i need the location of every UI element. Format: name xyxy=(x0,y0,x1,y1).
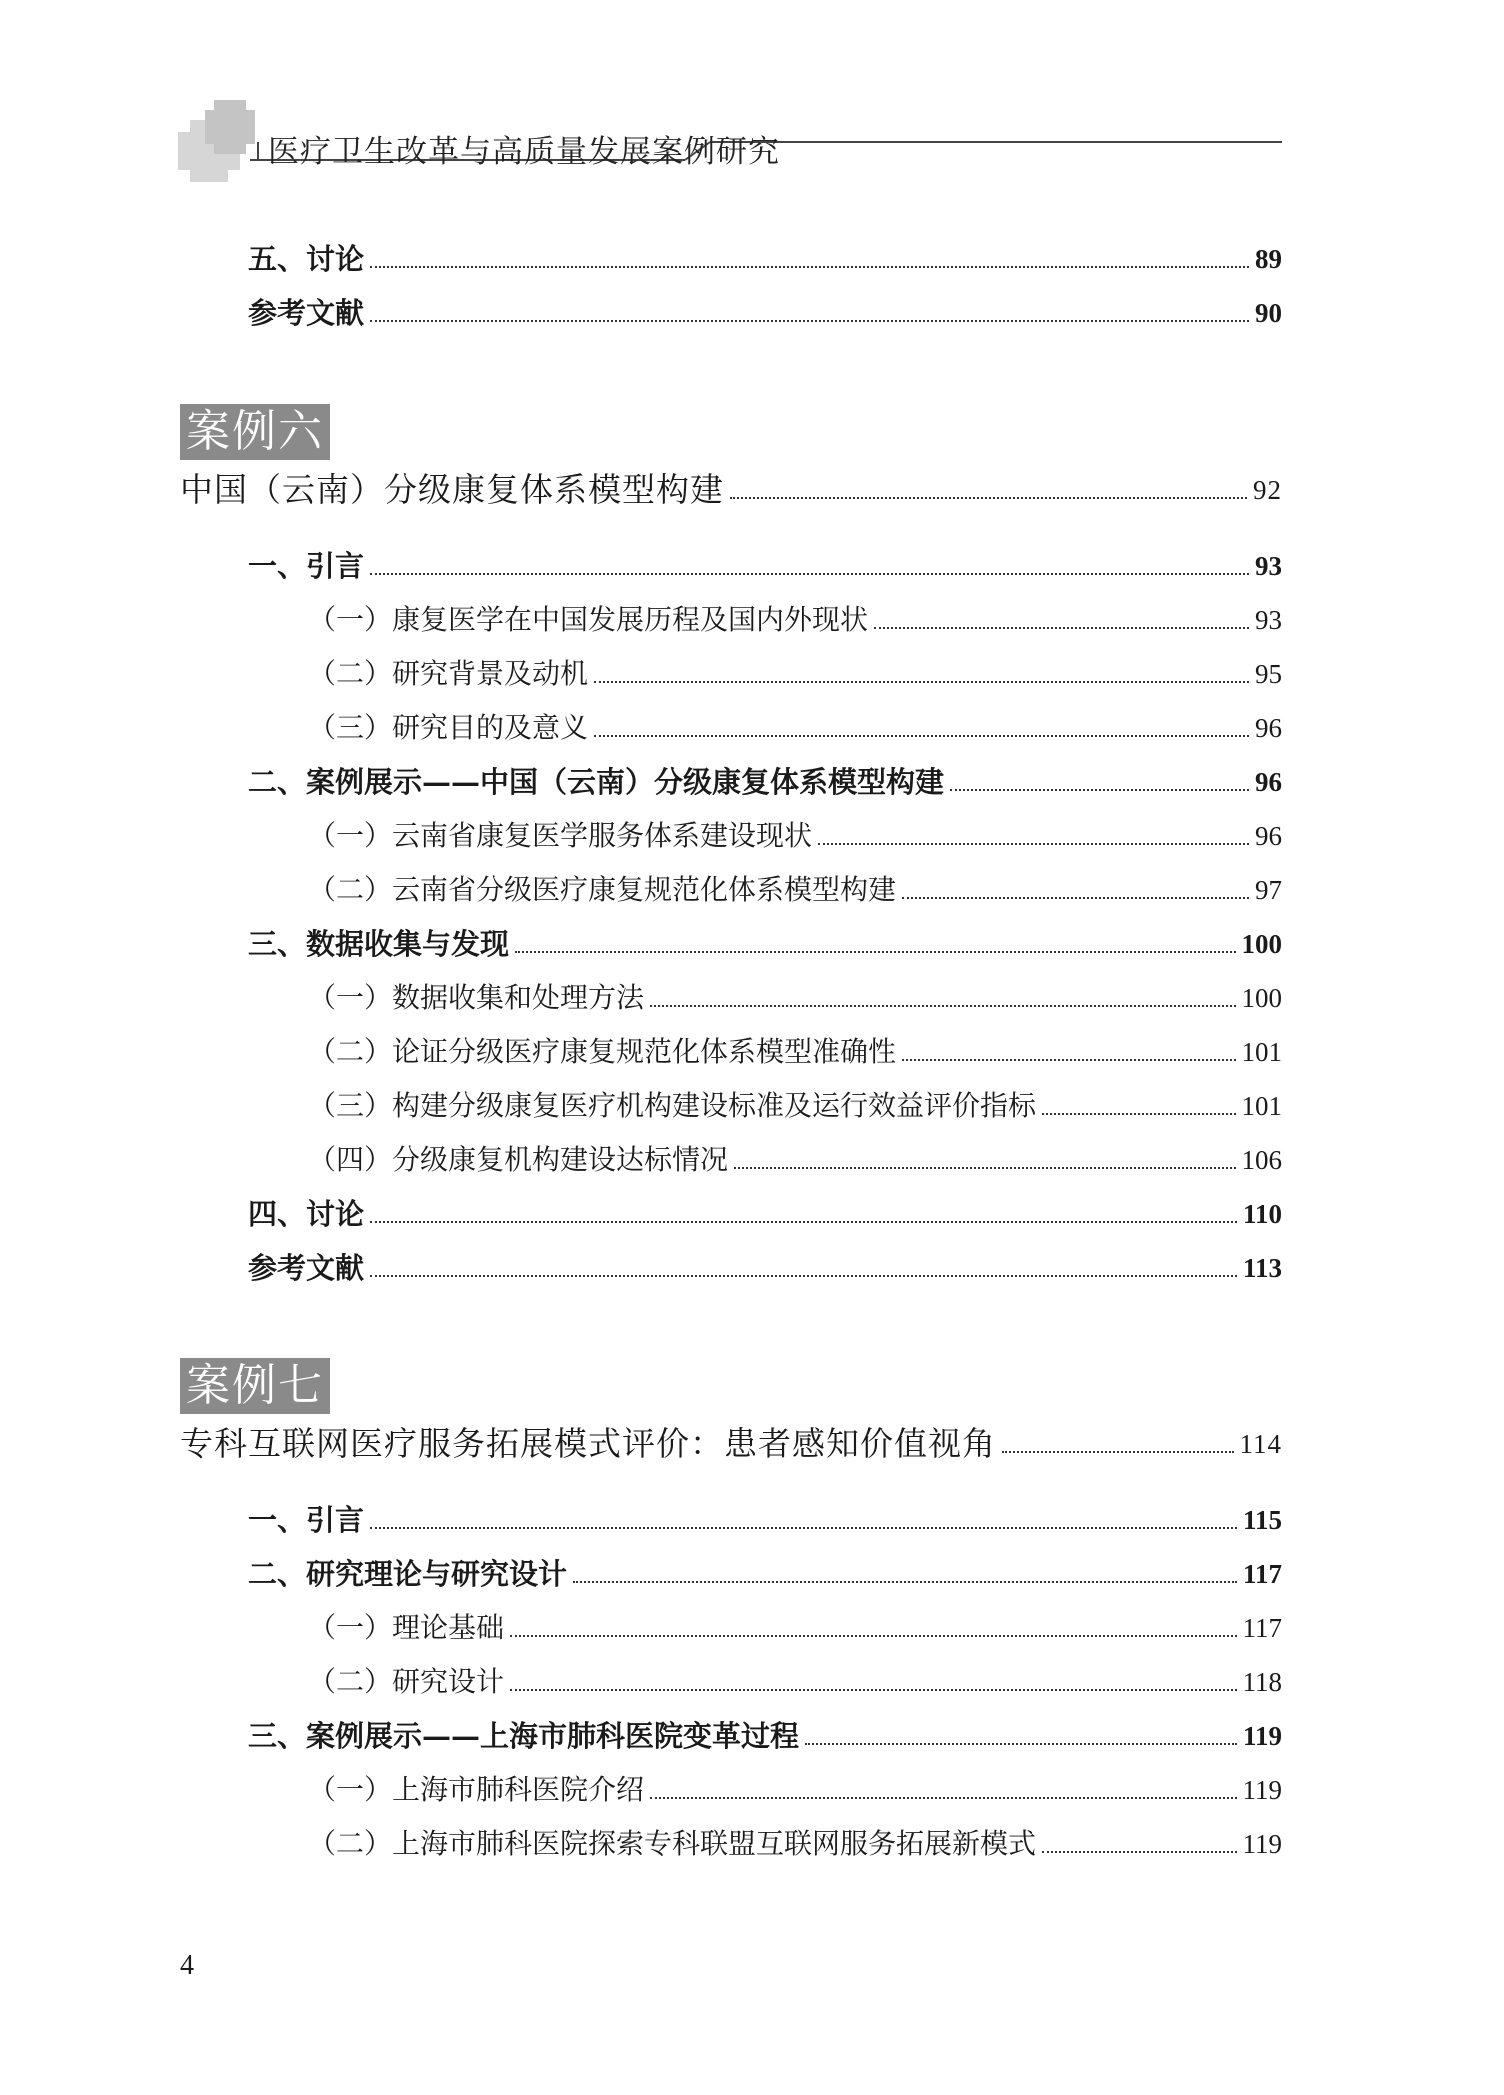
toc-entry[interactable] xyxy=(308,1084,1282,1128)
toc-entry-title: （二）论证分级医疗康复规范化体系模型准确性 xyxy=(308,1035,897,1068)
toc-entry-page: 100 xyxy=(1241,929,1282,959)
toc-entry-title: （三）研究目的及意义 xyxy=(308,711,589,744)
dot-leader xyxy=(370,1221,1237,1223)
toc-entry[interactable] xyxy=(248,237,1282,281)
toc-entry-title: 三、数据收集与发现 xyxy=(248,927,510,961)
case-title: 中国（云南）分级康复体系模型构建 xyxy=(180,470,724,509)
dot-leader xyxy=(950,789,1249,791)
toc-entry[interactable] xyxy=(308,814,1282,858)
toc-entry-title: 二、研究理论与研究设计 xyxy=(248,1557,568,1591)
toc-entry[interactable] xyxy=(248,1714,1282,1758)
toc-entry[interactable] xyxy=(308,868,1282,912)
toc-entry-title: 五、讨论 xyxy=(248,242,365,276)
toc-entry[interactable] xyxy=(248,544,1282,588)
toc-entry-title: 二、案例展示——中国（云南）分级康复体系模型构建 xyxy=(248,765,945,799)
toc-entry-page: 115 xyxy=(1242,1505,1282,1535)
dot-leader xyxy=(902,1059,1235,1061)
dot-leader xyxy=(370,1527,1237,1529)
toc-entry[interactable] xyxy=(308,976,1282,1020)
toc-entry-page: 106 xyxy=(1241,1145,1282,1175)
toc-entry-title: （二）云南省分级医疗康复规范化体系模型构建 xyxy=(308,873,897,906)
toc-entry-title: （一）康复医学在中国发展历程及国内外现状 xyxy=(308,603,869,636)
toc-entry-page: 93 xyxy=(1255,605,1282,635)
toc-entry-page: 119 xyxy=(1242,1775,1282,1805)
toc-entry-title: （一）云南省康复医学服务体系建设现状 xyxy=(308,819,813,852)
toc-entry-title: （四）分级康复机构建设达标情况 xyxy=(308,1143,729,1176)
toc-entry-page: 90 xyxy=(1255,298,1282,328)
toc-entry-page: 118 xyxy=(1242,1667,1282,1697)
toc-entry[interactable] xyxy=(308,706,1282,750)
toc-entry[interactable] xyxy=(308,1768,1282,1812)
toc-entry-page: 96 xyxy=(1255,821,1282,851)
dot-leader xyxy=(1042,1113,1235,1115)
toc-entry-page: 93 xyxy=(1255,551,1282,581)
dot-leader xyxy=(805,1743,1237,1745)
toc-entry[interactable] xyxy=(308,1138,1282,1182)
toc-entry-title: （一）上海市肺科医院介绍 xyxy=(308,1773,645,1806)
dot-leader xyxy=(510,1635,1236,1637)
toc-entry[interactable] xyxy=(308,652,1282,696)
toc-entry-page: 110 xyxy=(1242,1199,1282,1229)
header-title: 医疗卫生改革与高质量发展案例研究 xyxy=(268,134,780,170)
dot-leader xyxy=(573,1581,1237,1583)
toc-entry[interactable] xyxy=(248,1552,1282,1596)
dot-leader xyxy=(510,1689,1236,1691)
toc-entry-page: 114 xyxy=(1239,1429,1282,1459)
toc-entry[interactable] xyxy=(308,1660,1282,1704)
toc-entry-title: （三）构建分级康复医疗机构建设标准及运行效益评价指标 xyxy=(308,1089,1037,1122)
toc-entry[interactable] xyxy=(248,1192,1282,1236)
toc-entry[interactable] xyxy=(308,1606,1282,1650)
toc-entry-page: 95 xyxy=(1255,659,1282,689)
toc-entry-page: 119 xyxy=(1242,1721,1282,1751)
toc-entry-page: 119 xyxy=(1242,1829,1282,1859)
toc-entry-page: 89 xyxy=(1255,244,1282,274)
toc-entry[interactable] xyxy=(248,1246,1282,1290)
dot-leader xyxy=(370,1275,1237,1277)
toc-entry-title: （二）上海市肺科医院探索专科联盟互联网服务拓展新模式 xyxy=(308,1827,1037,1860)
toc-entry[interactable] xyxy=(308,1822,1282,1866)
toc-entry-page: 101 xyxy=(1241,1037,1282,1067)
toc-entry-title: （二）研究设计 xyxy=(308,1665,505,1698)
dot-leader xyxy=(594,681,1249,683)
toc-entry-page: 97 xyxy=(1255,875,1282,905)
toc-entry-title: 一、引言 xyxy=(248,549,365,583)
toc-entry-page: 117 xyxy=(1242,1613,1282,1643)
dot-leader xyxy=(1002,1451,1234,1453)
dot-leader xyxy=(594,735,1249,737)
toc-entry-title: （一）数据收集和处理方法 xyxy=(308,981,645,1014)
toc-entry-title: 参考文献 xyxy=(248,296,365,330)
toc-entry-title: 四、讨论 xyxy=(248,1197,365,1231)
toc-entry-page: 92 xyxy=(1253,475,1282,505)
toc-entry-page: 100 xyxy=(1241,983,1282,1013)
toc-entry[interactable] xyxy=(248,291,1282,335)
toc-entry-title: 参考文献 xyxy=(248,1251,365,1285)
toc-entry[interactable] xyxy=(248,922,1282,966)
dot-leader xyxy=(370,266,1249,268)
dot-leader xyxy=(1042,1851,1236,1853)
dot-leader xyxy=(370,320,1249,322)
toc-entry[interactable] xyxy=(308,598,1282,642)
dot-leader xyxy=(370,573,1249,575)
dot-leader xyxy=(650,1005,1235,1007)
case-title-entry[interactable] xyxy=(180,468,1282,512)
case-tag: 案例六 xyxy=(180,404,330,460)
toc-entry-page: 113 xyxy=(1242,1253,1282,1283)
dot-leader xyxy=(650,1797,1236,1799)
case-tag: 案例七 xyxy=(180,1358,330,1414)
dot-leader xyxy=(515,951,1235,953)
dot-leader xyxy=(734,1167,1235,1169)
toc-entry[interactable] xyxy=(248,1498,1282,1542)
dot-leader xyxy=(874,627,1249,629)
toc-entry-page: 101 xyxy=(1241,1091,1282,1121)
toc-entry-title: 三、案例展示——上海市肺科医院变革过程 xyxy=(248,1719,800,1753)
dot-leader xyxy=(818,843,1249,845)
toc-entry-title: （一）理论基础 xyxy=(308,1611,505,1644)
page-number: 4 xyxy=(180,1950,194,1981)
toc-entry[interactable] xyxy=(308,1030,1282,1074)
toc-entry-page: 96 xyxy=(1255,713,1282,743)
toc-entry-page: 117 xyxy=(1242,1559,1282,1589)
case-title: 专科互联网医疗服务拓展模式评价：患者感知价值视角 xyxy=(180,1424,996,1463)
case-title-entry[interactable] xyxy=(180,1422,1282,1466)
toc-entry-title: 一、引言 xyxy=(248,1503,365,1537)
dot-leader xyxy=(902,897,1249,899)
dot-leader xyxy=(730,497,1247,499)
toc-entry-title: （二）研究背景及动机 xyxy=(308,657,589,690)
toc-entry[interactable] xyxy=(248,760,1282,804)
toc-entry-page: 96 xyxy=(1255,767,1282,797)
